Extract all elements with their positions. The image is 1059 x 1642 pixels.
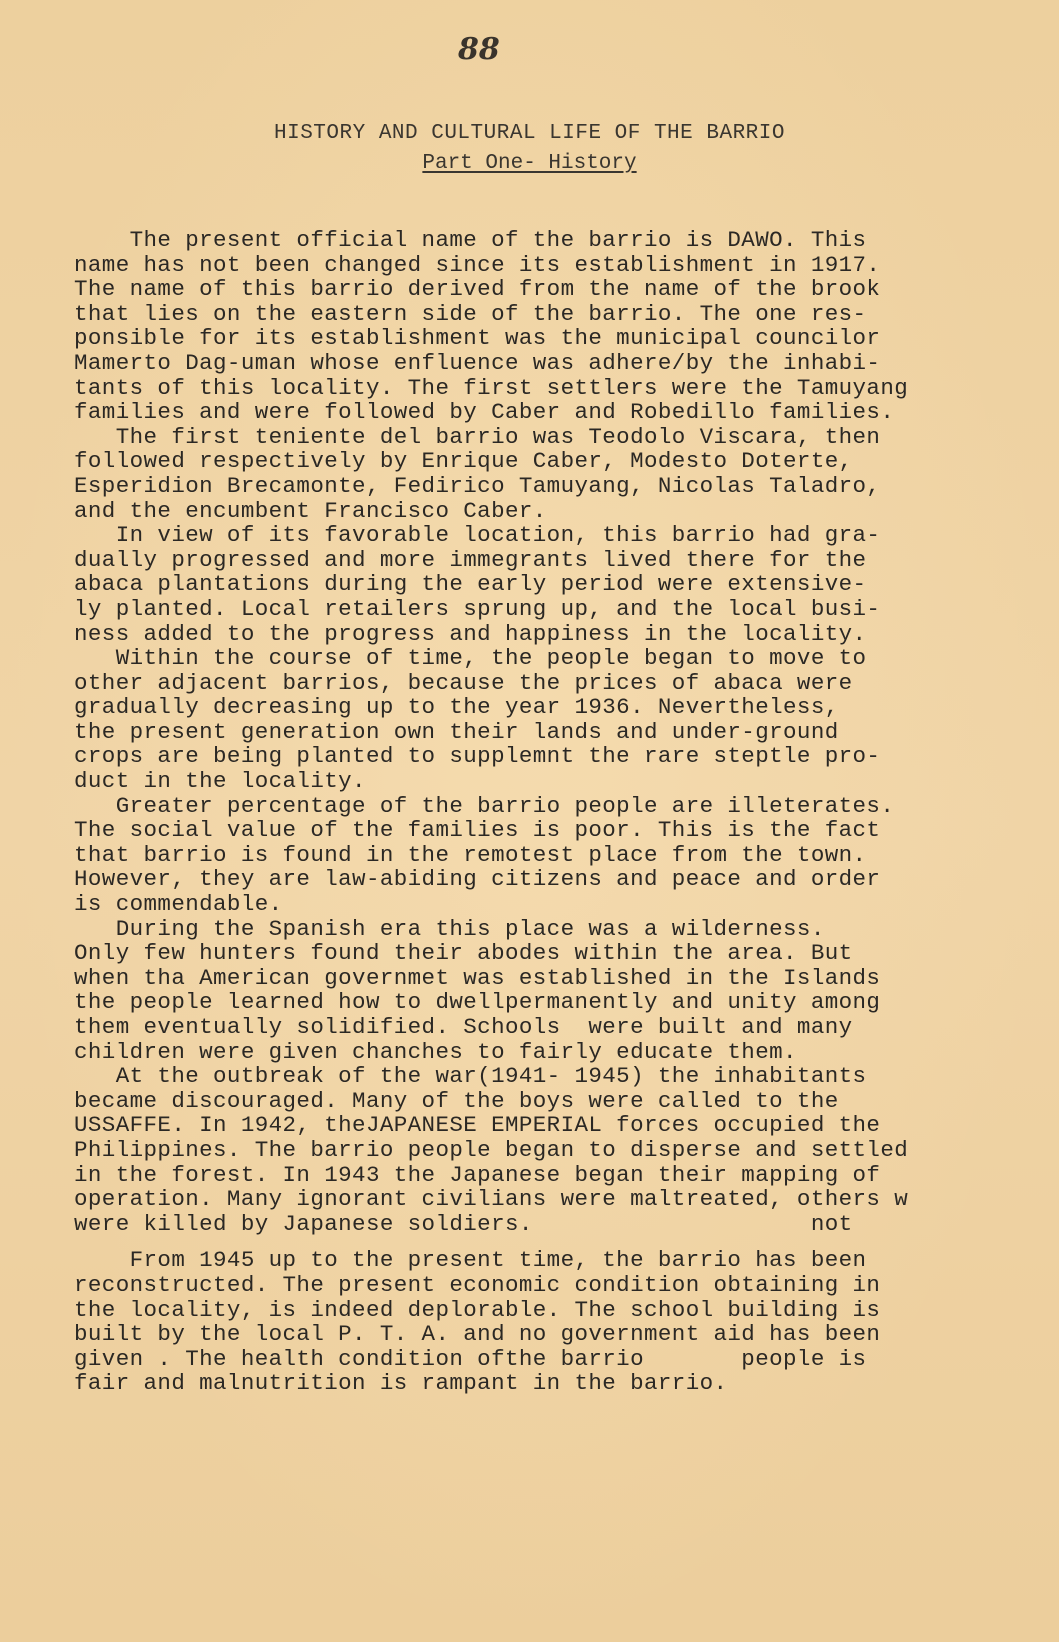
- text-line: The social value of the families is poor. This is the fact: [74, 817, 881, 844]
- text-line: crops are being planted to supplemnt the rare steptle pro-: [74, 743, 881, 770]
- text-line: Greater percentage of the barrio people are illeterates.: [74, 792, 895, 819]
- text-line: that lies on the eastern side of the barrio. The one res-: [74, 300, 867, 327]
- text-line: In view of its favorable location, this barrio had gra-: [74, 522, 881, 549]
- text-line: gradually decreasing up to the year 1936. Nevertheless,: [74, 694, 839, 721]
- text-line: The first teniente del barrio was Teodolo Viscara, then: [74, 423, 881, 450]
- document-title: HISTORY AND CULTURAL LIFE OF THE BARRIO: [274, 122, 785, 145]
- page-number: 88: [458, 32, 500, 67]
- text-line: were killed by Japanese soldiers. not: [74, 1210, 853, 1237]
- text-line: During the Spanish era this place was a wilderness.: [74, 915, 825, 942]
- text-line: USSAFFE. In 1942, theJAPANESE EMPERIAL forces occupied the: [74, 1112, 881, 1139]
- text-line: the people learned how to dwellpermanently and unity among: [74, 989, 881, 1016]
- text-line: dually progressed and more immegrants lived there for the: [74, 546, 867, 573]
- text-line: From 1945 up to the present time, the barrio has been: [74, 1247, 867, 1274]
- text-line: Philippines. The barrio people began to disperse and settled: [74, 1136, 909, 1163]
- text-line: ponsible for its establishment was the municipal councilor: [74, 325, 881, 352]
- text-line: and the encumbent Francisco Caber.: [74, 497, 811, 524]
- text-line: families and were followed by Caber and Robedillo families.: [74, 399, 895, 426]
- text-line: them eventually solidified. Schools were built and many: [74, 1014, 853, 1040]
- text-line: name has not been changed since its establishment in 1917.: [74, 251, 881, 278]
- text-line: when tha American governmet was established in the Islands: [74, 964, 881, 991]
- text-line: other adjacent barrios, because the prices of abaca were: [74, 669, 853, 696]
- text-line: fair and malnutrition is rampant in the barrio.: [74, 1370, 728, 1397]
- text-line: operation. Many ignorant civilians were maltreated, others w: [74, 1186, 909, 1213]
- text-line: in the forest. In 1943 the Japanese began their mapping of: [74, 1161, 881, 1188]
- text-line: the present generation own their lands and under-ground: [74, 718, 839, 745]
- text-line: Only few hunters found their abodes within the area. But: [74, 940, 853, 967]
- text-line: Esperidion Brecamonte, Fedirico Tamuyang, Nicolas Taladro,: [74, 472, 881, 499]
- text-line: became discouraged. Many of the boys were called to the: [74, 1087, 839, 1114]
- text-line: built by the local P. T. A. and no government aid has been: [74, 1321, 881, 1348]
- text-line: reconstructed. The present economic condition obtaining in: [74, 1271, 881, 1298]
- text-line: ly planted. Local retailers sprung up, and the local busi-: [74, 595, 881, 622]
- text-line: Mamerto Dag-uman whose enfluence was adhere/by the inhabi-: [74, 349, 881, 376]
- text-line: is commendable.: [74, 891, 283, 918]
- document-subtitle: [0, 152, 1059, 175]
- subtitle-text: Part One- History: [422, 152, 637, 175]
- text-line: children were given chanches to fairly educate them.: [74, 1038, 797, 1065]
- text-line: Within the course of time, the people began to move to: [74, 645, 867, 672]
- text-line: tants of this locality. The first settlers were the Tamuyang: [74, 374, 909, 401]
- text-line: ness added to the progress and happiness in the locality.: [74, 620, 867, 647]
- text-line: At the outbreak of the war(1941- 1945) the inhabitants: [74, 1063, 867, 1090]
- body-text: [74, 228, 994, 1396]
- text-line: followed respectively by Enrique Caber, Modesto Doterte,: [74, 448, 853, 475]
- text-line: The present official name of the barrio is DAWO. This: [74, 227, 895, 253]
- text-line: the locality, is indeed deplorable. The school building is: [74, 1296, 881, 1323]
- text-line: that barrio is found in the remotest place from the town.: [74, 841, 867, 868]
- text-line: abaca plantations during the early period were extensive-: [74, 571, 867, 598]
- text-line: However, they are law-abiding citizens and peace and order: [74, 866, 881, 893]
- text-line: The name of this barrio derived from the name of the brook: [74, 276, 881, 303]
- text-line: given . The health condition ofthe barrio people is: [74, 1345, 867, 1372]
- text-line: duct in the locality.: [74, 768, 366, 795]
